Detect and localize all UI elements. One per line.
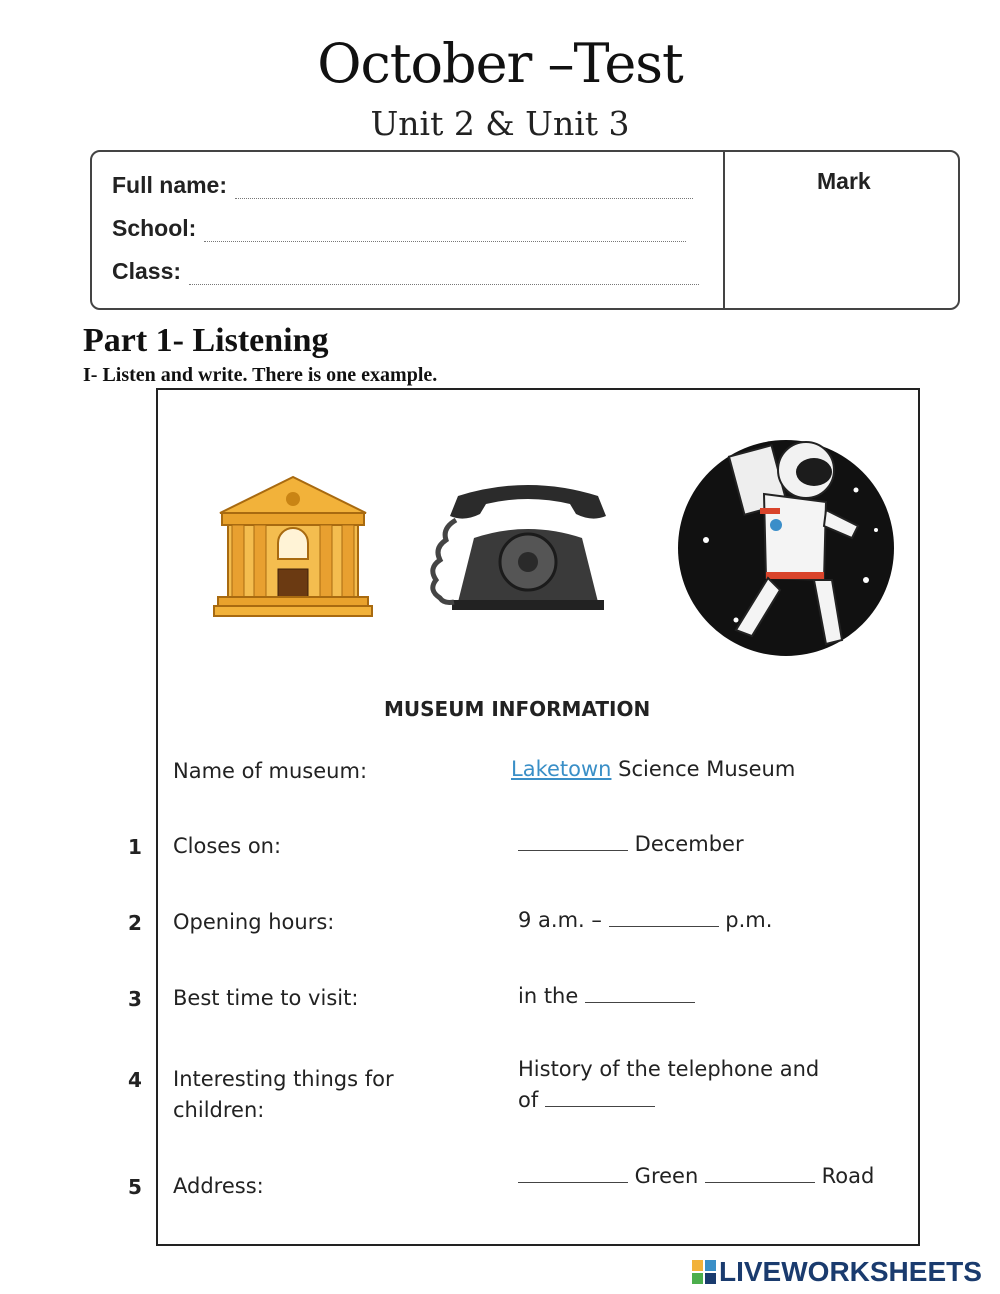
answer-blank-1[interactable] (518, 832, 628, 851)
page-title: October –Test (317, 32, 683, 95)
item-answer-2 (518, 905, 772, 936)
item-answer-3 (518, 981, 695, 1012)
school-field[interactable] (112, 215, 686, 242)
item-answer-4 (518, 1054, 819, 1116)
item-number: 4 (128, 1068, 142, 1092)
class-field[interactable] (112, 258, 699, 285)
item-number: 1 (128, 835, 142, 859)
answer-after: December (628, 832, 744, 856)
answer-after: p.m. (718, 908, 773, 932)
item-number: 2 (128, 911, 142, 935)
item-answer-5 (518, 1161, 874, 1192)
answer-blank-2[interactable] (609, 908, 719, 927)
answer-blank-3[interactable] (585, 984, 695, 1003)
answer-blank-5b[interactable] (705, 1164, 815, 1183)
item-label: Closes on: (173, 834, 282, 858)
class-line[interactable] (189, 270, 699, 285)
item-label: Opening hours: (173, 910, 335, 934)
answer-before: 9 a.m. – (518, 908, 609, 932)
full-name-field[interactable] (112, 172, 693, 199)
instruction: I- Listen and write. There is one example. (83, 364, 438, 386)
logo-text: LIVEWORKSHEETS (719, 1256, 982, 1287)
answer-after: Road (814, 1164, 875, 1188)
astronaut-icon (676, 430, 896, 662)
full-name-label: Full name: (112, 172, 228, 198)
answer-line-1: History of the telephone and (518, 1057, 820, 1081)
liveworksheets-logo-icon (692, 1260, 716, 1284)
info-divider (723, 152, 725, 308)
item-label-line-1: Interesting things for (173, 1067, 394, 1091)
item-label: Best time to visit: (173, 986, 359, 1010)
example-answer (511, 754, 795, 785)
example-label: Name of museum: (173, 759, 368, 783)
answer-blank-4[interactable] (545, 1088, 655, 1107)
class-label: Class: (112, 258, 182, 284)
item-number: 3 (128, 987, 142, 1011)
school-line[interactable] (204, 227, 686, 242)
answer-blank-5a[interactable] (518, 1164, 628, 1183)
item-answer-1 (518, 829, 744, 860)
mark-label: Mark (817, 168, 871, 194)
example-answer-word: Laketown (511, 757, 612, 781)
example-answer-rest: Science Museum (611, 757, 796, 781)
liveworksheets-logo[interactable] (692, 1256, 982, 1288)
item-number: 5 (128, 1175, 142, 1199)
item-label (173, 1064, 394, 1126)
page-subtitle: Unit 2 & Unit 3 (370, 104, 630, 143)
answer-before: of (518, 1088, 545, 1112)
school-label: School: (112, 215, 197, 241)
museum-info-heading: MUSEUM INFORMATION (384, 697, 651, 721)
full-name-line[interactable] (235, 184, 693, 199)
telephone-icon (430, 480, 626, 615)
item-label-line-2: children: (173, 1098, 265, 1122)
part-title: Part 1- Listening (83, 322, 329, 359)
answer-middle: Green (628, 1164, 705, 1188)
student-info-box (90, 150, 960, 310)
answer-before: in the (518, 984, 585, 1008)
museum-building-icon (212, 475, 374, 627)
item-label: Address: (173, 1174, 264, 1198)
